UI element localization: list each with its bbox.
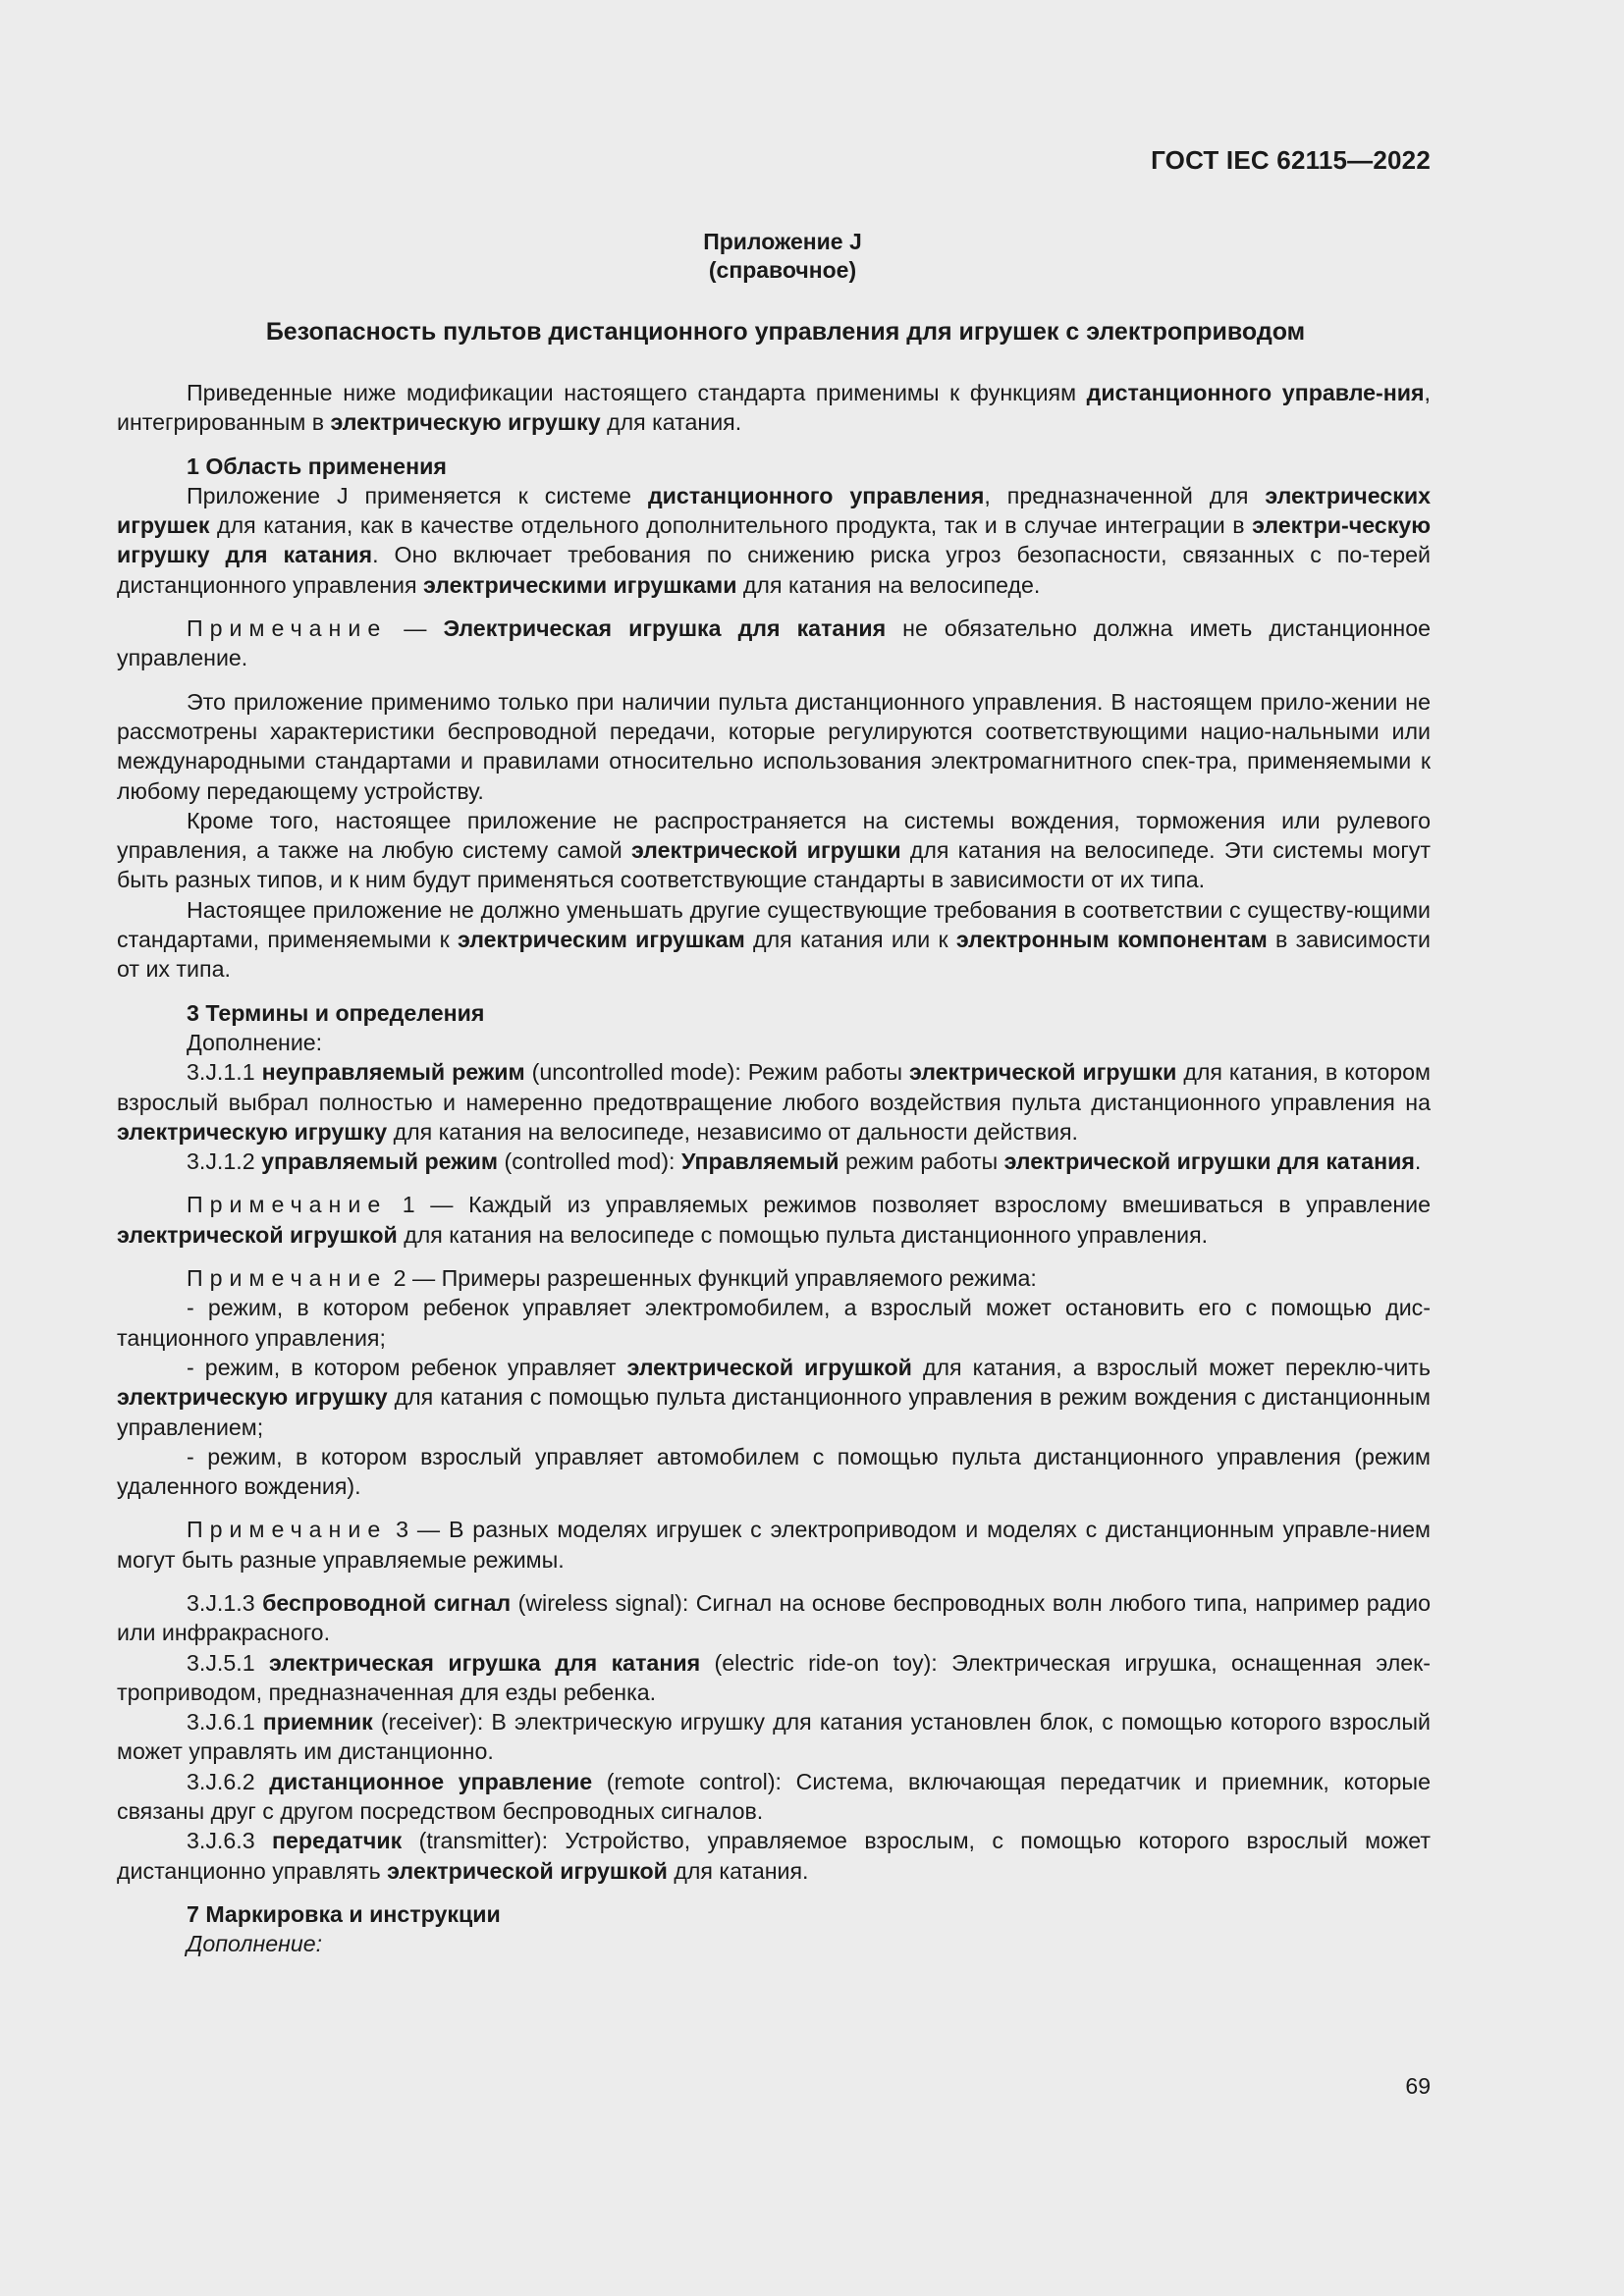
- annex-label: Приложение J: [703, 229, 862, 254]
- page-number: 69: [1405, 2073, 1431, 2099]
- section-heading-marking: 7 Маркировка и инструкции: [187, 1900, 501, 1927]
- page-title: Безопасность пультов дистанционного управления для игрушек с электроприводом: [265, 318, 1306, 346]
- document-body: [117, 378, 1431, 1959]
- section-heading-scope: 1 Область применения: [187, 453, 447, 479]
- scope-paragraph-2: Это приложение применимо только при наличии пульта дистанционного управления. В настоящем прило-жении не рассмотрены характеристики беспроводной передачи, которые регулируются соответствующими нацио-нальными или международными стандартами и правилами относительно использования электромагнитного спек-тра, применяемыми к любому передающему устройству.: [117, 688, 1431, 804]
- scope-note: Примечание — Электрическая игрушка для катания не обязательно должна иметь дистанционное управление.: [117, 615, 1432, 671]
- terms-addition: Дополнение:: [187, 1029, 323, 1055]
- terms-note-2: Примечание 2 — Примеры разрешенных функций управляемого режима:: [187, 1265, 1037, 1292]
- marking-addition: Дополнение:: [187, 1931, 323, 1957]
- annex-status: (справочное): [708, 257, 857, 283]
- definition-3j62: 3.J.6.2 дистанционное управление (remote control): Система, включающая передатчик и приемник, которые связаны друг с другом посредством беспроводных сигналов.: [117, 1768, 1431, 1825]
- terms-note-1: Примечание 1 — Каждый из управляемых режимов позволяет взрослому вмешиваться в управление электрической игрушкой для катания на велосипеде с помощью пульта дистанционного управления.: [117, 1192, 1431, 1248]
- annex-heading: [0, 228, 1565, 285]
- scope-paragraph-4: Настоящее приложение не должно уменьшать другие существующие требования в соответствии с существу-ющими стандартами, применяемыми к электрическим игрушкам для катания или к электронным компонентам в зависимости от их типа.: [117, 896, 1431, 983]
- intro-paragraph: Приведенные ниже модификации настоящего стандарта применимы к функциям дистанционного управле-ния, интегрированным в электрическую игрушку для катания.: [117, 380, 1431, 436]
- terms-note-3: Примечание 3 — В разных моделях игрушек с электроприводом и моделях с дистанционным управле-нием могут быть разные управляемые режимы.: [117, 1517, 1431, 1573]
- scope-paragraph: Приложение J применяется к системе дистанционного управления, предназначенной для электрических игрушек для катания, как в качестве отдельного дополнительного продукта, так и в случае интеграции в электри-ческую игрушку для катания. Оно включает требования по снижению риска угроз безопасности, связанных с по-терей дистанционного управления электрическими игрушками для катания на велосипеде.: [117, 482, 1432, 598]
- definition-3j63: 3.J.6.3 передатчик (transmitter): Устройство, управляемое взрослым, с помощью которого взрослый может дистанционно управлять электрической игрушкой для катания.: [117, 1828, 1431, 1884]
- standard-designation: ГОСТ IEC 62115—2022: [1151, 145, 1431, 175]
- note-2-item-2: - режим, в котором ребенок управляет электрической игрушкой для катания, а взрослый может переклю-чить электрическую игрушку для катания с помощью пульта дистанционного управления в режим вождения с дистанционным управлением;: [117, 1354, 1432, 1440]
- note-2-item-1: - режим, в котором ребенок управляет электромобилем, а взрослый может остановить его с помощью дис-танционного управления;: [117, 1295, 1431, 1351]
- definition-3j12: 3.J.1.2 управляемый режим (controlled mod): Управляемый режим работы электрической игрушки для катания.: [187, 1148, 1422, 1175]
- definition-3j51: 3.J.5.1 электрическая игрушка для катания (electric ride-on toy): Электрическая игрушка, оснащенная элек-троприводом, предназначенная для езды ребенка.: [117, 1649, 1431, 1705]
- definition-3j13: 3.J.1.3 беспроводной сигнал (wireless signal): Сигнал на основе беспроводных волн любого типа, например радио или инфракрасного.: [117, 1589, 1431, 1646]
- definition-3j11: 3.J.1.1 неуправляемый режим (uncontrolled mode): Режим работы электрической игрушки для катания, в котором взрослый выбрал полностью и намеренно предотвращение любого воздействия пульта дистанционного управления на электрическую игрушку для катания на велосипеде, независимо от дальности действия.: [117, 1059, 1431, 1145]
- scope-paragraph-3: Кроме того, настоящее приложение не распространяется на системы вождения, торможения или рулевого управления, а также на любую систему самой электрической игрушки для катания на велосипеде. Эти системы могут быть разных типов, и к ним будут применяться соответствующие стандарты в зависимости от их типа.: [117, 807, 1431, 893]
- note-2-item-3: - режим, в котором взрослый управляет автомобилем с помощью пульта дистанционного управления (режим удаленного вождения).: [117, 1443, 1431, 1500]
- section-heading-terms: 3 Термины и определения: [187, 999, 485, 1026]
- definition-3j61: 3.J.6.1 приемник (receiver): В электрическую игрушку для катания установлен блок, с помощью которого взрослый может управлять им дистанционно.: [117, 1709, 1431, 1765]
